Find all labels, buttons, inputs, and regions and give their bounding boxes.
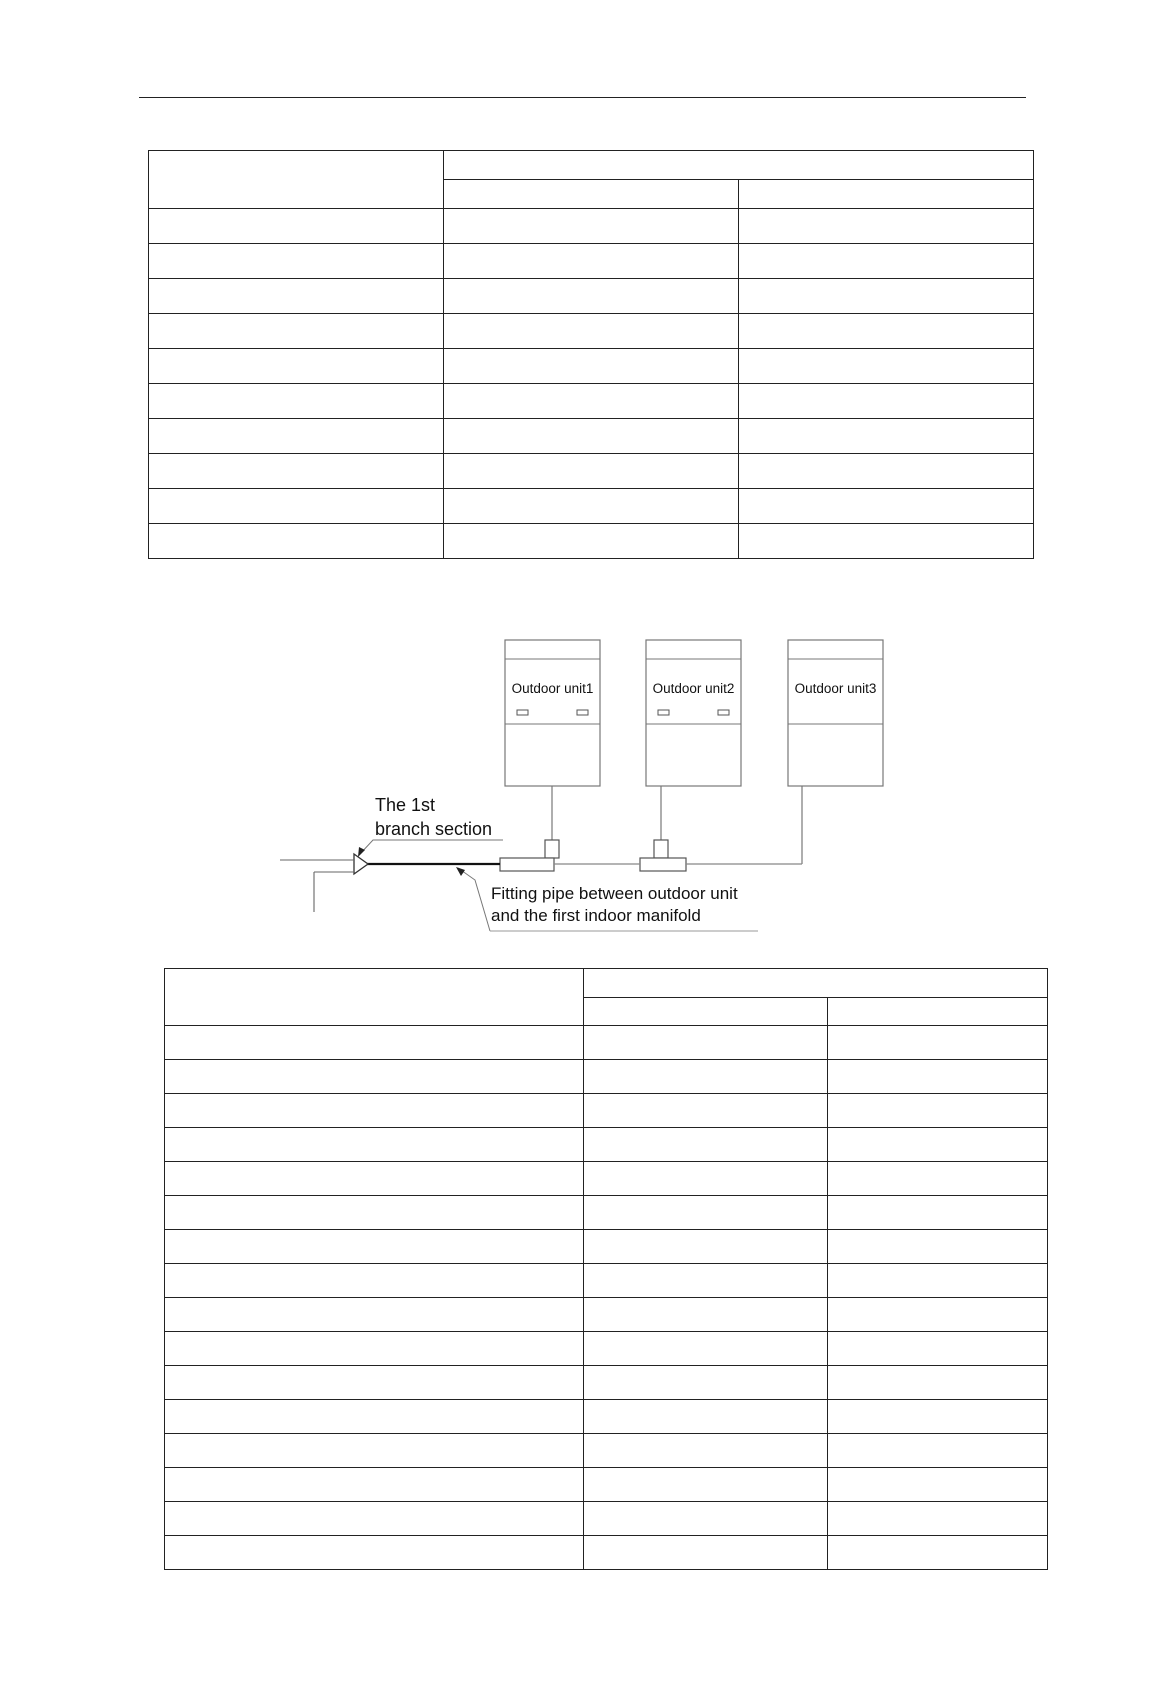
table-cell [584,1230,828,1264]
header-group-cell [584,969,1048,998]
table-cell [165,1264,584,1298]
table-cell [828,1060,1048,1094]
table-row [165,1026,1048,1060]
table-cell [149,209,444,244]
table-cell [149,384,444,419]
table-cell [165,1094,584,1128]
branch-joint-icon [354,854,368,874]
table-cell [739,384,1034,419]
table-cell [444,419,739,454]
table-cell [149,489,444,524]
table-cell [584,1162,828,1196]
table-cell [739,244,1034,279]
subheader-cell [444,180,739,209]
table-cell [828,1536,1048,1570]
table-row [149,524,1034,559]
outdoor-unit-piping-diagram [270,628,910,940]
table-header-row [149,151,1034,180]
table-cell [584,1298,828,1332]
table-cell [444,489,739,524]
fitting-pipe-label-line1: Fitting pipe between outdoor unit [491,884,738,903]
table-cell [165,1366,584,1400]
table-cell [828,1196,1048,1230]
table-cell [165,1332,584,1366]
table-cell [165,1298,584,1332]
table-row [165,1502,1048,1536]
table-cell [584,1128,828,1162]
table-row [165,1162,1048,1196]
subheader-cell [828,998,1048,1026]
table-cell [149,419,444,454]
table-cell [584,1536,828,1570]
table-row [149,244,1034,279]
header-cell [165,969,584,1026]
table-row [149,489,1034,524]
table-row [165,1264,1048,1298]
table-cell [149,454,444,489]
table-cell [828,1400,1048,1434]
table-row [165,1468,1048,1502]
table-row [165,1094,1048,1128]
table-header-row [165,969,1048,998]
table-row [165,1332,1048,1366]
table-cell [828,1434,1048,1468]
table-row [165,1400,1048,1434]
branch-leader-line [360,840,503,854]
table-cell [444,244,739,279]
table-cell [165,1536,584,1570]
table-row [149,209,1034,244]
table-cell [584,1468,828,1502]
table-cell [444,454,739,489]
outdoor-unit-1 [505,640,600,786]
outdoor-unit-2-label: Outdoor unit2 [652,681,735,696]
table-cell [828,1502,1048,1536]
tee-fitting-1 [500,840,559,871]
table-cell [149,524,444,559]
table-cell [165,1434,584,1468]
branch-section-label-line1: The 1st [375,795,436,815]
table-row [165,1128,1048,1162]
table-cell [149,244,444,279]
table-row [149,419,1034,454]
outdoor-unit-3-label: Outdoor unit3 [794,681,877,696]
table-cell [149,349,444,384]
table-cell [165,1128,584,1162]
table-cell [828,1094,1048,1128]
table-cell [828,1128,1048,1162]
table-cell [739,314,1034,349]
table-cell [444,349,739,384]
tee-fitting-2 [640,840,686,871]
table-row [149,384,1034,419]
table-cell [739,454,1034,489]
branch-section-label-line2: branch section [375,819,493,839]
table-cell [739,419,1034,454]
table-cell [828,1332,1048,1366]
table-row [149,279,1034,314]
outdoor-unit-3 [788,640,883,786]
table-row [165,1196,1048,1230]
table-cell [165,1162,584,1196]
table-cell [828,1230,1048,1264]
table-cell [165,1502,584,1536]
table-cell [739,209,1034,244]
fitting-pipe-label-line2: and the first indoor manifold [491,906,701,925]
table-cell [444,279,739,314]
table-cell [584,1264,828,1298]
pipe-size-table-1 [148,150,1034,559]
table-cell [149,314,444,349]
table-row [165,1366,1048,1400]
branch-arrow-icon [358,847,365,857]
table-cell [828,1026,1048,1060]
header-cell [149,151,444,209]
table-row [149,314,1034,349]
table-cell [584,1094,828,1128]
pipe-size-table-2 [164,968,1048,1570]
table-cell [584,1332,828,1366]
pipe-leader-line [458,868,490,931]
outdoor-unit-2 [646,640,741,786]
table-row [165,1536,1048,1570]
table-cell [828,1468,1048,1502]
table-cell [828,1366,1048,1400]
table-cell [828,1264,1048,1298]
table-row [149,454,1034,489]
table-cell [165,1026,584,1060]
table-row [165,1060,1048,1094]
table-cell [444,384,739,419]
table-cell [584,1196,828,1230]
subheader-cell [739,180,1034,209]
table-cell [165,1230,584,1264]
subheader-cell [584,998,828,1026]
table-cell [444,209,739,244]
table-row [165,1434,1048,1468]
table-cell [739,489,1034,524]
header-rule [139,97,1026,98]
table-cell [165,1196,584,1230]
table-cell [828,1162,1048,1196]
table-row [149,349,1034,384]
pipe-arrow-icon [456,867,465,876]
table-cell [584,1400,828,1434]
table-cell [165,1060,584,1094]
table-cell [584,1434,828,1468]
outdoor-unit-1-label: Outdoor unit1 [511,681,594,696]
table-cell [739,524,1034,559]
table-cell [739,279,1034,314]
table-row [165,1298,1048,1332]
table-cell [828,1298,1048,1332]
table-cell [584,1026,828,1060]
table-cell [444,314,739,349]
table-cell [584,1502,828,1536]
table-cell [149,279,444,314]
table-cell [165,1400,584,1434]
table-cell [584,1366,828,1400]
table-cell [584,1060,828,1094]
table-row [165,1230,1048,1264]
table-cell [739,349,1034,384]
table-cell [444,524,739,559]
table-cell [165,1468,584,1502]
header-group-cell [444,151,1034,180]
